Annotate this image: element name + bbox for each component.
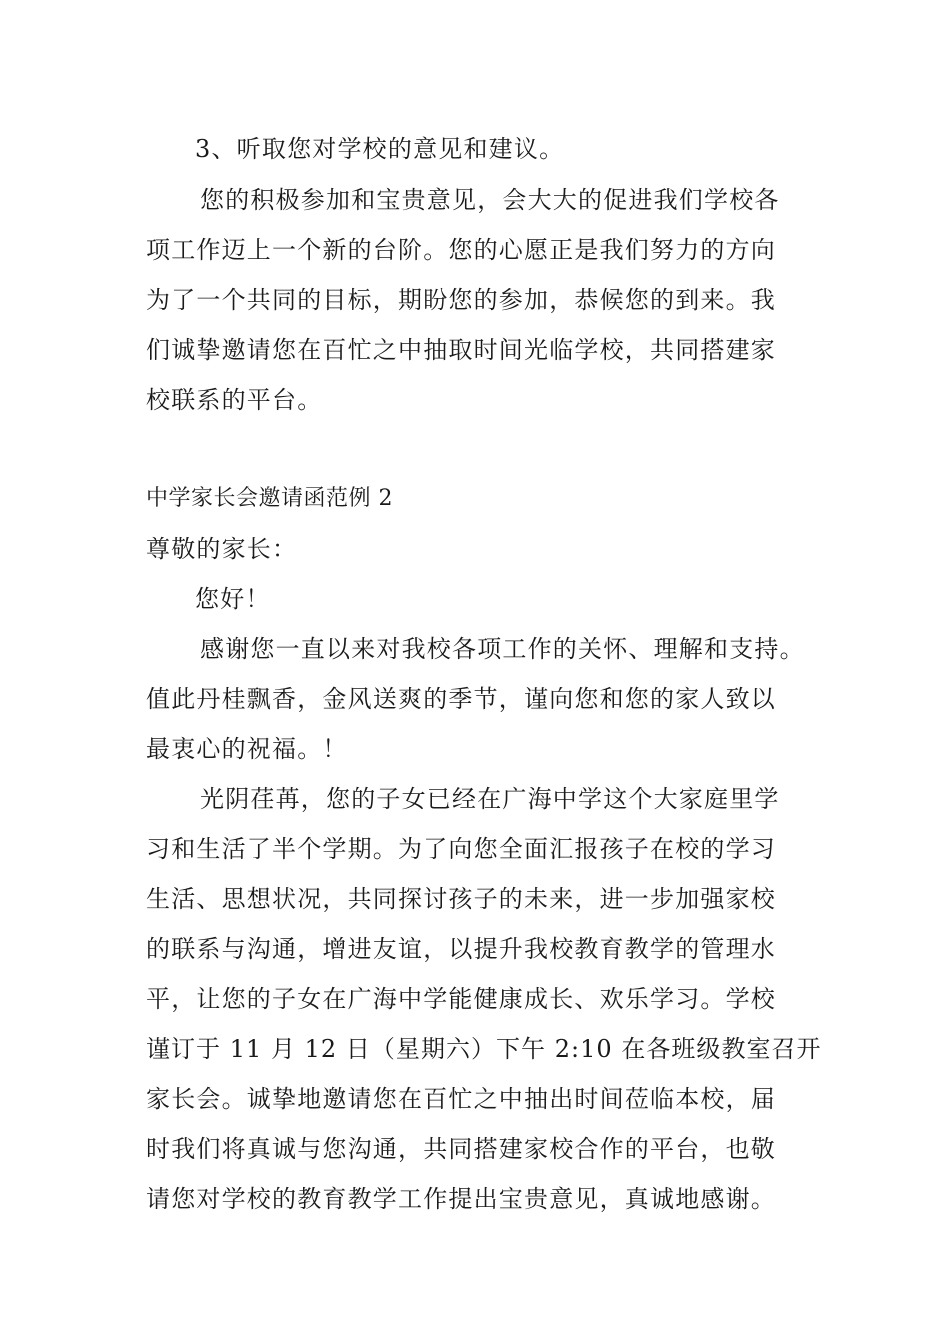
greeting: 您好！ [195,585,271,613]
closing-paragraph-line-1: 您的积极参加和宝贵意见，会大大的促进我们学校各 [200,186,780,214]
paragraph2-line-3: 生活、思想状况，共同探讨孩子的未来，进一步加强家校 [146,885,776,913]
salutation: 尊敬的家长： [146,535,298,563]
paragraph2-line-7: 家长会。诚挚地邀请您在百忙之中抽出时间莅临本校，届 [146,1085,776,1113]
paragraph2-line-2: 习和生活了半个学期。为了向您全面汇报孩子在校的学习 [146,835,776,863]
closing-paragraph-line-4: 们诚挚邀请您在百忙之中抽取时间光临学校，共同搭建家 [146,336,776,364]
paragraph2-line-1: 光阴荏苒，您的子女已经在广海中学这个大家庭里学 [200,785,780,813]
closing-paragraph-line-3: 为了一个共同的目标，期盼您的参加，恭候您的到来。我 [146,286,776,314]
closing-paragraph-line-5: 校联系的平台。 [146,386,323,414]
paragraph2-line-4: 的联系与沟通，增进友谊，以提升我校教育教学的管理水 [146,935,776,963]
list-item-3: 3、听取您对学校的意见和建议。 [195,135,565,163]
section-title: 中学家长会邀请函范例 2 [146,486,393,511]
closing-paragraph-line-2: 项工作迈上一个新的台阶。您的心愿正是我们努力的方向 [146,236,776,264]
paragraph1-line-1: 感谢您一直以来对我校各项工作的关怀、理解和支持。 [200,635,805,663]
paragraph1-line-3: 最衷心的祝福。！ [146,735,348,763]
paragraph2-line-9: 请您对学校的教育教学工作提出宝贵意见，真诚地感谢。 [146,1185,776,1213]
paragraph2-line-5: 平，让您的子女在广海中学能健康成长、欢乐学习。学校 [146,985,776,1013]
paragraph1-line-2: 值此丹桂飘香，金风送爽的季节，谨向您和您的家人致以 [146,685,776,713]
paragraph2-line-8: 时我们将真诚与您沟通，共同搭建家校合作的平台，也敬 [146,1135,776,1163]
paragraph2-line-6: 谨订于 11 月 12 日（星期六）下午 2:10 在各班级教室召开 [146,1035,822,1063]
